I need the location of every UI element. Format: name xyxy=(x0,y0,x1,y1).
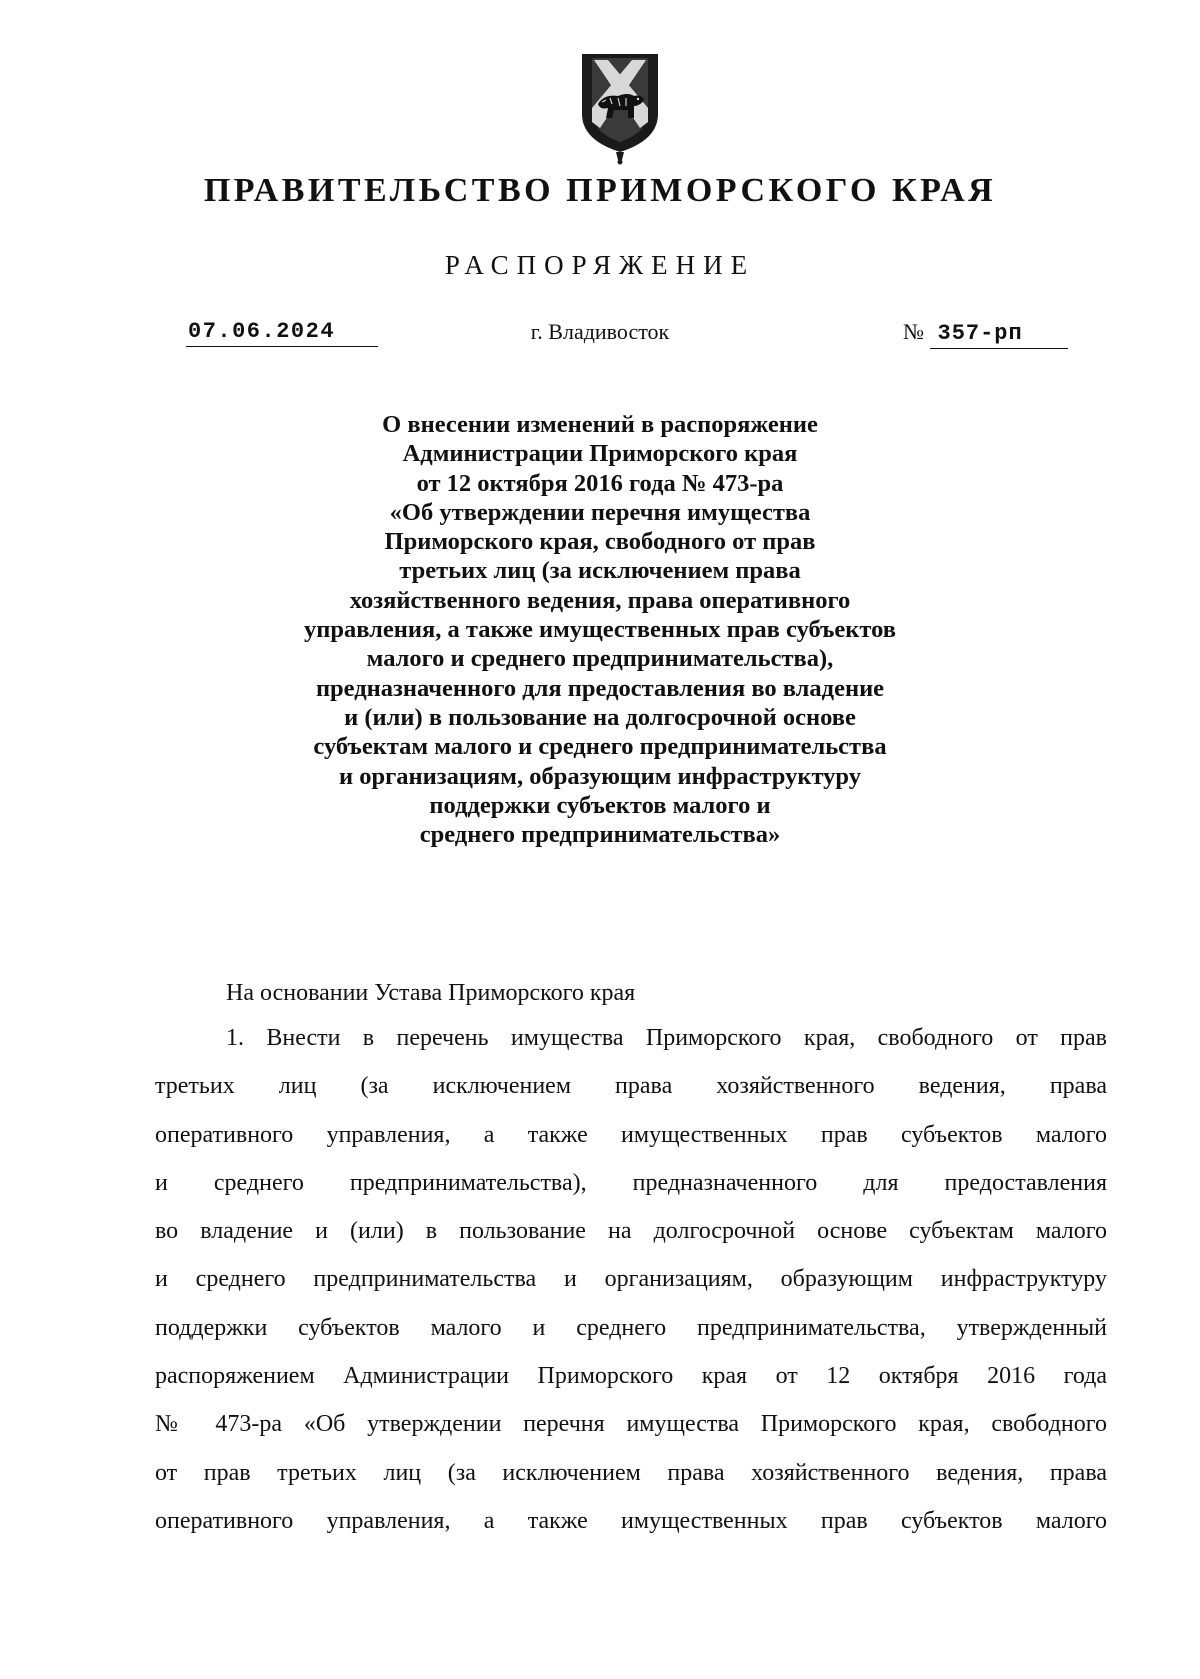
title-line: и организациям, образующим инфраструктуру xyxy=(339,762,861,790)
paragraph-line: оперативного управления, а также имущественных прав субъектов малого xyxy=(155,1507,1107,1534)
title-line: субъектам малого и среднего предпринимательства xyxy=(313,733,887,761)
paragraph-line: и среднего предпринимательства и организациям, образующим инфраструктуру xyxy=(155,1266,1107,1293)
title-line: предназначенного для предоставления во владение xyxy=(315,674,885,702)
number-sign: № xyxy=(903,319,924,344)
title-line: среднего предпринимательства» xyxy=(419,821,781,849)
title-line: Администрации Приморского края xyxy=(402,440,798,468)
document-type: РАСПОРЯЖЕНИЕ xyxy=(444,250,756,280)
basis-statement: На основании Устава Приморского края xyxy=(226,980,636,1006)
paragraph-1 xyxy=(155,1022,1107,1553)
document-city: г. Владивосток xyxy=(530,319,670,344)
document-title xyxy=(200,410,1000,849)
paragraph-line: поддержки субъектов малого и среднего предпринимательства, утвержденный xyxy=(155,1314,1107,1341)
title-line: хозяйственного ведения, права оперативного xyxy=(349,586,851,614)
paragraph-line: и среднего предпринимательства), предназначенного для предоставления xyxy=(155,1169,1107,1196)
title-line: Приморского края, свободного от прав xyxy=(384,528,816,556)
title-line: О внесении изменений в распоряжение xyxy=(382,411,818,438)
paragraph-line: от прав третьих лиц (за исключением права хозяйственного ведения, права xyxy=(155,1459,1107,1486)
number-value: 357-рп xyxy=(930,320,1068,349)
paragraph-line: во владение и (или) в пользование на долгосрочной основе субъектам малого xyxy=(155,1218,1107,1245)
title-line: малого и среднего предпринимательства), xyxy=(366,645,834,673)
title-line: поддержки субъектов малого и xyxy=(429,791,771,819)
document-date: 07.06.2024 xyxy=(186,318,378,347)
title-line: третьих лиц (за исключением права xyxy=(399,557,801,585)
title-line: «Об утверждении перечня имущества xyxy=(389,498,811,526)
title-line: от 12 октября 2016 года № 473-ра xyxy=(416,469,784,497)
paragraph-line: распоряжением Администрации Приморского края от 12 октября 2016 года xyxy=(155,1363,1107,1390)
paragraph-line: оперативного управления, а также имущественных прав субъектов малого xyxy=(155,1121,1107,1148)
paragraph-line: третьих лиц (за исключением права хозяйственного ведения, права xyxy=(155,1073,1107,1100)
coat-of-arms-emblem xyxy=(580,48,660,166)
organization-title: ПРАВИТЕЛЬСТВО ПРИМОРСКОГО КРАЯ xyxy=(203,172,997,209)
title-line: и (или) в пользование на долгосрочной основе xyxy=(344,703,856,731)
paragraph-line: № 473-ра «Об утверждении перечня имущества Приморского края, свободного xyxy=(155,1411,1107,1438)
paragraph-line: 1. Внести в перечень имущества Приморского края, свободного от прав xyxy=(226,1025,1107,1051)
document-number xyxy=(903,318,1068,349)
coat-of-arms-icon xyxy=(580,48,660,166)
title-line: управления, а также имущественных прав субъектов xyxy=(303,616,896,644)
